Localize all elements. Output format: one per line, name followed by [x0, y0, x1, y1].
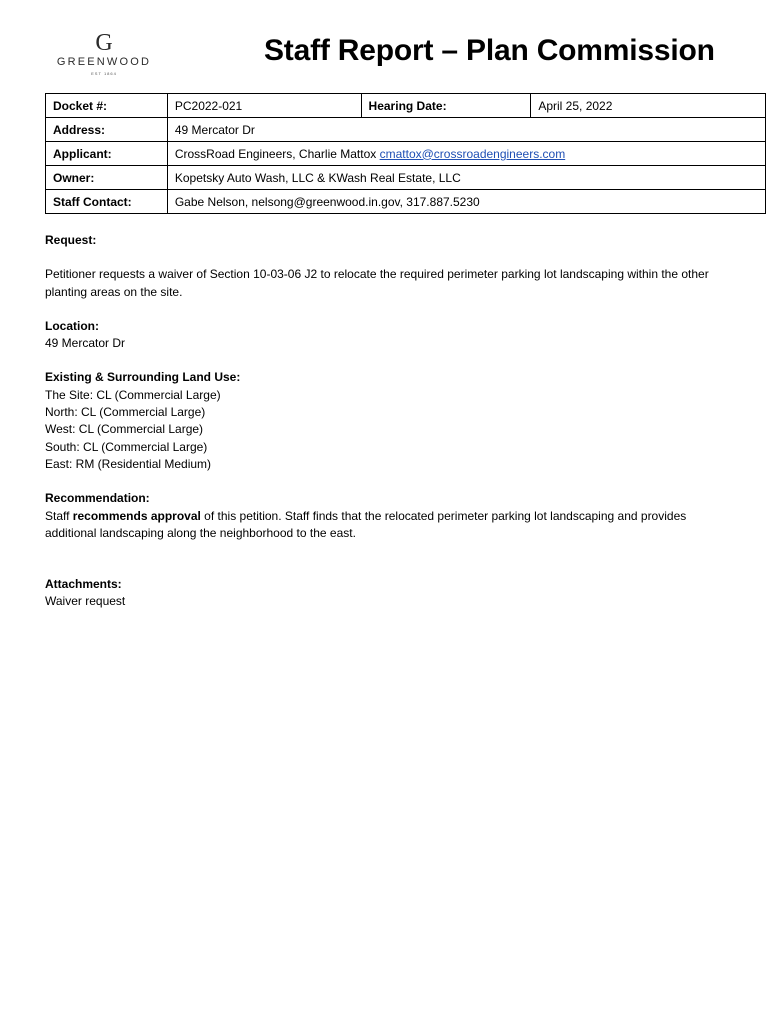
list-item: East: RM (Residential Medium) — [45, 456, 212, 471]
attachments-text: Waiver request — [45, 594, 126, 609]
table-row — [46, 166, 766, 190]
applicant-value: CrossRoad Engineers, Charlie Mattox — [174, 146, 377, 161]
page-title: Staff Report – Plan Commission — [264, 34, 715, 67]
staff-contact-label: Staff Contact: — [46, 190, 168, 214]
list-item: The Site: CL (Commercial Large) — [45, 387, 221, 402]
request-heading: Request: — [45, 233, 97, 247]
recommendation-text — [45, 508, 735, 543]
address-label: Address: — [46, 118, 168, 142]
address-value: 49 Mercator Dr — [167, 118, 765, 142]
list-item: South: CL (Commercial Large) — [45, 439, 208, 454]
list-item: North: CL (Commercial Large) — [45, 405, 206, 420]
request-text: Petitioner requests a waiver of Section 10-03-06 J2 to relocate the required perimeter parking lot landscaping within the other planting areas on the site. — [45, 267, 709, 299]
location-text: 49 Mercator Dr — [45, 336, 126, 351]
greenwood-logo — [52, 32, 156, 76]
table-row — [46, 142, 766, 166]
staff-contact-value: Gabe Nelson, nelsong@greenwood.in.gov, 317.887.5230 — [167, 190, 765, 214]
recommendation-suffix: of this petition. Staff finds that the relocated perimeter parking lot landscaping and provides additional landscaping along the neighborhood to the east. — [45, 508, 687, 540]
owner-value: Kopetsky Auto Wash, LLC & KWash Real Estate, LLC — [167, 166, 765, 190]
list-item: West: CL (Commercial Large) — [45, 422, 204, 437]
logo-mark: G — [95, 30, 113, 56]
table-row — [46, 94, 766, 118]
report-body — [45, 232, 735, 611]
applicant-label: Applicant: — [46, 142, 168, 166]
hearing-date-value: April 25, 2022 — [531, 94, 766, 118]
docket-value: PC2022-021 — [167, 94, 361, 118]
docket-label: Docket #: — [46, 94, 168, 118]
attachments-heading: Attachments: — [45, 577, 122, 592]
hearing-date-label: Hearing Date: — [361, 94, 531, 118]
owner-label: Owner: — [46, 166, 168, 190]
logo-est: EST 1864 — [91, 71, 117, 76]
info-table — [45, 93, 766, 214]
logo-name: GREENWOOD — [56, 56, 152, 68]
location-heading: Location: — [45, 318, 99, 333]
table-row — [46, 118, 766, 142]
land-use-heading: Existing & Surrounding Land Use: — [45, 370, 241, 385]
recommendation-bold: recommends approval — [72, 508, 201, 523]
table-row — [46, 190, 766, 214]
applicant-email-link[interactable]: cmattox@crossroadengineers.com — [379, 146, 566, 161]
applicant-cell — [167, 142, 765, 166]
recommendation-prefix: Staff — [45, 508, 73, 523]
recommendation-heading: Recommendation: — [45, 491, 150, 506]
